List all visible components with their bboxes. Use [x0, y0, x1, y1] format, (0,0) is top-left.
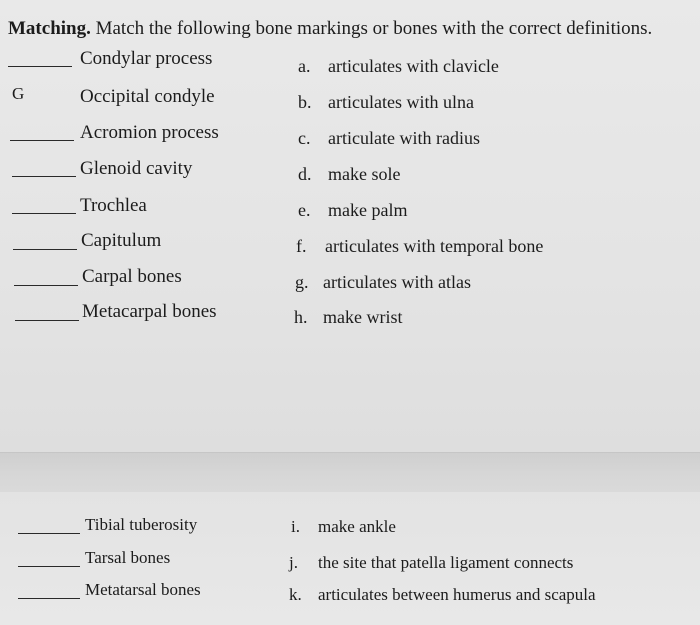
term-label: Capitulum — [81, 230, 162, 251]
definition-letter: e. — [298, 200, 311, 220]
definition-letter: c. — [298, 128, 311, 148]
definition-text: articulates with temporal bone — [325, 236, 544, 256]
definition-text: make wrist — [323, 307, 403, 327]
answer-blank[interactable] — [18, 546, 80, 567]
answer-blank[interactable]: G — [12, 84, 25, 103]
definition-letter: k. — [289, 585, 302, 604]
answer-blank[interactable] — [13, 229, 77, 250]
answer-blank[interactable] — [12, 193, 76, 214]
definition-letter: a. — [298, 56, 311, 76]
definition-text: articulates with atlas — [323, 272, 471, 292]
answer-blank[interactable] — [12, 156, 76, 177]
definition-letter: b. — [298, 92, 312, 112]
definition-text: make palm — [328, 200, 408, 220]
matching-heading — [8, 18, 652, 40]
definition-letter: g. — [295, 272, 309, 292]
term-label: Tarsal bones — [85, 548, 171, 567]
answer-blank[interactable] — [18, 513, 80, 534]
definition-text: articulate with radius — [328, 128, 480, 148]
definition-text: articulates between humerus and scapula — [318, 585, 596, 604]
definition-text: articulates with clavicle — [328, 56, 499, 76]
term-label: Metacarpal bones — [82, 301, 217, 322]
definition-letter: h. — [294, 307, 308, 327]
term-label: Tibial tuberosity — [85, 515, 198, 534]
answer-blank[interactable] — [8, 46, 72, 67]
answer-blank[interactable] — [14, 265, 78, 286]
definition-text: the site that patella ligament connects — [318, 553, 574, 572]
definition-letter: f. — [296, 236, 307, 256]
answer-blank[interactable] — [10, 120, 74, 141]
heading-instructions: Match the following bone markings or bones with the correct definitions. — [95, 18, 653, 39]
term-label: Condylar process — [80, 48, 213, 69]
term-label: Trochlea — [80, 195, 147, 216]
term-label: Occipital condyle — [80, 86, 215, 107]
definition-text: articulates with ulna — [328, 92, 474, 112]
definition-letter: i. — [291, 517, 300, 536]
term-label: Acromion process — [80, 122, 219, 143]
definition-letter: d. — [298, 164, 312, 184]
term-label: Glenoid cavity — [80, 158, 193, 179]
answer-blank[interactable] — [18, 578, 80, 599]
page-separator — [0, 452, 700, 493]
definition-text: make sole — [328, 164, 401, 184]
definition-text: make ankle — [318, 517, 396, 536]
term-label: Carpal bones — [82, 266, 182, 287]
definition-letter: j. — [289, 553, 298, 572]
term-label: Metatarsal bones — [85, 580, 201, 599]
heading-bold-label: Matching. — [8, 18, 91, 39]
answer-blank[interactable] — [15, 300, 79, 321]
